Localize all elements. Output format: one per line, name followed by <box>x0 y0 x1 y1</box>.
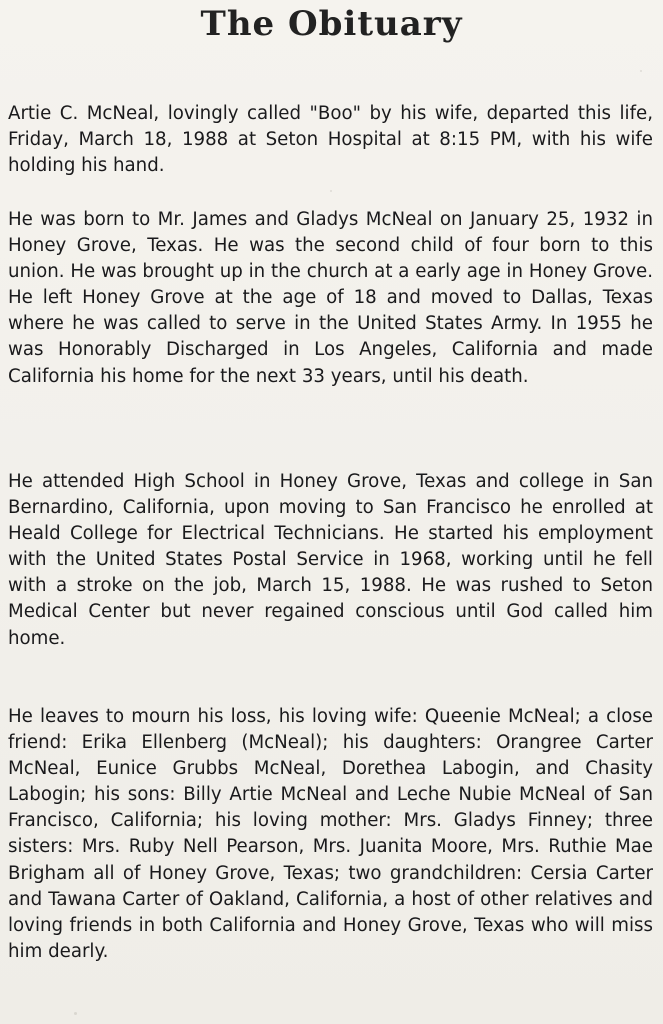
page-title: The Obituary <box>200 4 463 44</box>
obituary-paragraph-early-life: He was born to Mr. James and Gladys McNeal on January 25, 1932 in Honey Grove, Texas. He was the second child of four born to this union. He was brought up in the church at a early age in Honey Grove. He left Honey Grove at the age of 18 and moved to Dallas, Texas where he was called to serve in the United States Army. In 1955 he was Honorably Discharged in Los Angeles, California and made California his home for the next 33 years, until his death. <box>8 209 653 387</box>
obituary-paragraph-death: Artie C. McNeal, lovingly called "Boo" by his wife, departed this life, Friday, March 18, 1988 at Seton Hospital at 8:15 PM, with his wife holding his hand. <box>8 103 653 177</box>
paper-speck <box>74 1012 77 1015</box>
obituary-paragraph-education-career: He attended High School in Honey Grove, Texas and college in San Bernardino, California, upon moving to San Francisco he enrolled at Heald College for Electrical Technicians. He started his employment with the United States Postal Service in 1968, working until he fell with a stroke on the job, March 15, 1988. He was rushed to Seton Medical Center but never regained conscious until God called him home. <box>8 471 653 649</box>
obituary-paragraph-survivors: He leaves to mourn his loss, his loving wife: Queenie McNeal; a close friend: Erika Ellenberg (McNeal); his daughters: Orangree Carter McNeal, Eunice Grubbs McNeal, Dorethea Labogin, and Chasity Labogin; his sons: Billy Artie McNeal and Leche Nubie McNeal of San Francisco, California; his loving mother: Mrs. Gladys Finney; three sisters: Mrs. Ruby Nell Pearson, Mrs. Juanita Moore, Mrs. Ruthie Mae Brigham all of Honey Grove, Texas; two grandchildren: Cersia Carter and Tawana Carter of Oakland, California, a host of other relatives and loving friends in both California and Honey Grove, Texas who will miss him dearly. <box>8 706 653 962</box>
paper-speck <box>330 190 332 192</box>
paper-speck <box>640 70 642 72</box>
